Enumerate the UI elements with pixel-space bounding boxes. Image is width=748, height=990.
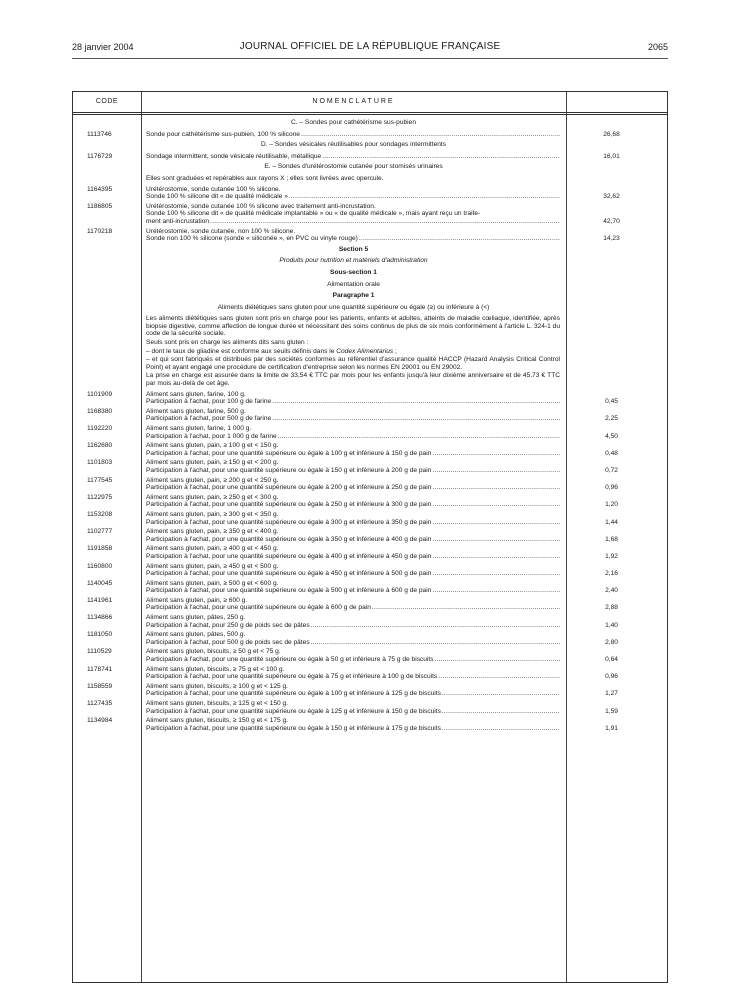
- item-price: 1,91: [605, 724, 618, 732]
- item-code: 1101803: [87, 459, 113, 467]
- table-row: [73, 228, 667, 243]
- description-text: Participation à l'achat, pour une quantité supérieure ou égale à 75 g et inférieure à 100 g de biscuits: [146, 673, 438, 681]
- item-code: 1177545: [87, 476, 113, 484]
- table-row: [73, 391, 667, 406]
- item-price: 1,20: [605, 501, 618, 509]
- header-double-rule: [73, 114, 667, 115]
- item-price: 1,44: [605, 518, 618, 526]
- item-description: [141, 614, 566, 629]
- item-price: 0,96: [605, 673, 618, 681]
- explanatory-paragraph: – et qui sont fabriqués et distribués par des sociétés conformes au référentiel d'assurance qualité HACCP (Hazard Analysis Critical Control Point) et ayant engagé une procédure de certification d'entreprise selon les normes EN 29001 ou EN 29002.: [146, 356, 560, 371]
- description-line: Aliment sans gluten, farine, 1 000 g.: [146, 425, 252, 432]
- section-heading: E. – Sondes d'urétérostomie cutanée pour stomisés urinaires: [264, 163, 443, 171]
- item-price: 1,27: [605, 690, 618, 698]
- description-line: [146, 467, 560, 475]
- description-line: [146, 604, 560, 612]
- description-line: [146, 415, 560, 423]
- leader-dots: [301, 131, 560, 139]
- section-heading: Alimentation orale: [327, 280, 380, 288]
- description-line: Aliment sans gluten, pâtes, 500 g.: [146, 631, 246, 639]
- nomenclature-table: [72, 91, 668, 983]
- item-description: [141, 563, 566, 578]
- item-price: 0,64: [605, 656, 618, 664]
- description-text: Participation à l'achat, pour 500 g de farine: [146, 415, 272, 423]
- description-text: Participation à l'achat, pour une quantité supérieure ou égale à 100 g et inférieure à 125 g de biscuits: [146, 690, 441, 698]
- section-heading: C. – Sondes pour cathétérisme sus-pubien: [291, 119, 416, 126]
- description-line: Aliment sans gluten, biscuits, ≥ 100 g et < 125 g.: [146, 682, 288, 690]
- table-row: [73, 597, 667, 612]
- description-text: Participation à l'achat, pour une quantité supérieure ou égale à 300 g et inférieure à 350 g de pain: [146, 518, 432, 526]
- description-line: Urétérostomie, sonde cutanée, non 100 % silicone.: [146, 227, 296, 235]
- explanatory-paragraph: La prise en charge est assurée dans la limite de 33,54 € TTC par mois pour les enfants jusqu'à leur dixième anniversaire et de 45,73 € TTC par mois au-delà de cet âge.: [146, 372, 560, 388]
- item-description: [141, 666, 566, 681]
- description-line: [146, 553, 560, 561]
- item-description: [141, 425, 566, 440]
- item-description: [141, 717, 566, 732]
- item-description: [141, 186, 566, 201]
- item-description: [141, 228, 566, 243]
- leader-dots: [442, 708, 560, 716]
- item-code: 1168380: [87, 407, 113, 415]
- explanatory-paragraph: Les aliments diététiques sans gluten sont pris en charge pour les patients, enfants et adultes, atteints de maladie cœliaque, identifiée, après biopsie digestive, comme affection de longue durée et nécessitant des soins continus de plus de six mois conformément à l'article L. 324-1 du code de la sécurité sociale.: [146, 315, 560, 338]
- item-description: [141, 203, 566, 226]
- item-code: 1134866: [87, 614, 113, 622]
- item-code: 1186805: [87, 202, 113, 210]
- description-line: Aliment sans gluten, biscuits, ≥ 150 g et < 175 g.: [146, 717, 288, 725]
- item-code: 1158559: [87, 682, 113, 690]
- item-code: 1140045: [87, 579, 113, 587]
- description-text: ment anti-incrustation: [146, 217, 210, 225]
- description-line: Aliment sans gluten, pain, ≥ 100 g et < 150 g.: [146, 442, 279, 450]
- leader-dots: [432, 587, 560, 595]
- description-line: [146, 656, 560, 664]
- item-code: 1178741: [87, 665, 113, 673]
- description-line: [146, 570, 560, 578]
- leader-dots: [432, 450, 560, 458]
- item-price: 2,88: [605, 604, 618, 612]
- table-header: [73, 92, 667, 113]
- item-code: 1141961: [87, 596, 113, 604]
- item-price: 0,72: [605, 466, 618, 474]
- leader-dots: [289, 193, 560, 201]
- description-line: [146, 218, 560, 226]
- item-price: 2,80: [605, 638, 618, 646]
- item-price: 26,68: [603, 130, 620, 138]
- item-code: 1134984: [87, 717, 113, 725]
- table-row: [73, 477, 667, 492]
- leader-dots: [372, 604, 560, 612]
- header-date: 28 janvier 2004: [72, 42, 134, 52]
- item-code: 1153208: [87, 510, 113, 518]
- description-text: Participation à l'achat, pour une quantité supérieure ou égale à 100 g et inférieure à 150 g de pain: [146, 449, 432, 457]
- description-text: Participation à l'achat, pour une quantité supérieure ou égale à 50 g et inférieure à 75 g de biscuits: [146, 656, 434, 664]
- leader-dots: [311, 622, 560, 630]
- table-row: [73, 648, 667, 663]
- table-body: [73, 116, 667, 982]
- item-description: [141, 528, 566, 543]
- item-code: 1176729: [87, 152, 113, 160]
- header-page-number: 2065: [647, 42, 668, 52]
- item-description: [141, 459, 566, 474]
- description-text: Sonde pour cathétérisme sus-pubien, 100 % silicone: [146, 130, 300, 138]
- table-row: [73, 717, 667, 732]
- section-heading: D. – Sondes vésicales réutilisables pour sondages intermittents: [260, 141, 447, 149]
- explanatory-paragraph: Seuls sont pris en charge les aliments dits sans gluten :: [146, 339, 309, 347]
- item-code: 1162680: [87, 442, 113, 450]
- description-line: Aliment sans gluten, pâtes, 250 g.: [146, 614, 246, 622]
- description-text: Sonde non 100 % silicone (sonde « siliconée », en PVC ou vinyle rouge): [146, 235, 358, 243]
- item-price: 1,40: [605, 621, 618, 629]
- leader-dots: [272, 398, 560, 406]
- description-line: [146, 519, 560, 527]
- item-price: 0,48: [605, 449, 618, 457]
- description-text: Participation à l'achat, pour une quantité supérieure ou égale à 125 g et inférieure à 150 g de biscuits: [146, 707, 441, 715]
- item-description: [141, 580, 566, 595]
- item-code: 1191858: [87, 545, 113, 553]
- header-title: JOURNAL OFFICIEL DE LA RÉPUBLIQUE FRANÇAISE: [239, 41, 501, 52]
- description-line: [146, 131, 560, 139]
- description-line: [146, 639, 560, 647]
- description-line: [146, 725, 560, 733]
- section-note: Elles sont graduées et repérables aux rayons X ; elles sont livrées avec opercule.: [146, 174, 384, 182]
- item-code: 1192220: [87, 425, 113, 432]
- description-line: [146, 398, 560, 406]
- column-header-nomenclature: NOMENCLATURE: [312, 98, 395, 105]
- description-text: Participation à l'achat, pour 250 g de poids sec de pâtes: [146, 621, 310, 629]
- section-heading: Produits pour nutrition et matériels d'administration: [279, 257, 428, 265]
- description-text: Sondage intermittent, sonde vésicale réutilisable, métallique: [146, 152, 322, 160]
- item-price: 32,62: [603, 193, 620, 201]
- description-line: Aliment sans gluten, farine, 500 g.: [146, 407, 246, 415]
- description-line: Urétérostomie, sonde cutanée 100 % silicone avec traitement anti-incrustation.: [146, 202, 376, 210]
- table-row: [73, 563, 667, 578]
- table-row: [73, 614, 667, 629]
- table-row: [73, 442, 667, 457]
- section-heading: Aliments diététiques sans gluten pour une quantité supérieure ou égale (≥) ou inférieure à (<): [217, 303, 490, 311]
- description-line: Aliment sans gluten, pain, ≥ 450 g et < 500 g.: [146, 562, 279, 570]
- item-description: [141, 700, 566, 715]
- item-code: 1170218: [87, 227, 113, 235]
- description-line: [146, 536, 560, 544]
- leader-dots: [438, 673, 560, 681]
- table-row: [73, 631, 667, 646]
- description-text: Sonde 100 % silicone dit « de qualité médicale »: [146, 193, 288, 201]
- leader-dots: [432, 467, 560, 475]
- description-text: Participation à l'achat, pour une quantité supérieure ou égale à 400 g et inférieure à 450 g de pain: [146, 552, 432, 560]
- description-line: [146, 673, 560, 681]
- description-line: Aliment sans gluten, pain, ≥ 350 g et < 400 g.: [146, 528, 279, 536]
- table-row: [73, 700, 667, 715]
- item-description: [141, 391, 566, 406]
- description-line: Aliment sans gluten, pain, ≥ 600 g.: [146, 596, 248, 604]
- table-row: [73, 545, 667, 560]
- item-description: [141, 477, 566, 492]
- table-row: [73, 153, 667, 161]
- item-code: 1164395: [87, 185, 113, 193]
- item-price: 16,01: [603, 152, 620, 160]
- description-line: [146, 501, 560, 509]
- item-price: 1,59: [605, 707, 618, 715]
- leader-dots: [442, 690, 560, 698]
- leader-dots: [311, 639, 560, 647]
- explanatory-paragraph: – dont le taux de gliadine est conforme aux seuils définis dans le Codex Alimentarius ;: [146, 347, 397, 355]
- section-heading: Paragraphe 1: [332, 292, 375, 300]
- table-row: [73, 186, 667, 201]
- description-text: Participation à l'achat, pour une quantité supérieure ou égale à 350 g et inférieure à 400 g de pain: [146, 535, 432, 543]
- item-price: 2,40: [605, 587, 618, 595]
- page-header: [72, 42, 668, 56]
- column-header-code: CODE: [95, 98, 119, 105]
- item-code: 1181050: [87, 631, 113, 639]
- description-line: Urétérostomie, sonde cutanée 100 % silicone.: [146, 185, 281, 193]
- description-line: Aliment sans gluten, biscuits, ≥ 75 g et < 100 g.: [146, 665, 285, 673]
- table-row: [73, 425, 667, 440]
- description-line: [146, 484, 560, 492]
- description-line: [146, 587, 560, 595]
- leader-dots: [442, 725, 560, 733]
- leader-dots: [322, 153, 560, 161]
- leader-dots: [432, 553, 560, 561]
- description-text: Participation à l'achat, pour 100 g de farine: [146, 398, 272, 406]
- table-row: [73, 494, 667, 509]
- description-line: Aliment sans gluten, pain, ≥ 250 g et < 300 g.: [146, 493, 279, 501]
- description-text: Participation à l'achat, pour 500 g de poids sec de pâtes: [146, 638, 310, 646]
- item-price: 1,92: [605, 552, 618, 560]
- item-price: 2,25: [605, 415, 618, 423]
- table-row: [73, 683, 667, 698]
- item-code: 1113746: [87, 130, 112, 138]
- item-description: [141, 631, 566, 646]
- table-row: [73, 203, 667, 226]
- item-code: 1101909: [87, 390, 113, 398]
- item-description: [141, 153, 566, 161]
- description-line: [146, 622, 560, 630]
- description-line: [146, 708, 560, 716]
- description-line: Aliment sans gluten, biscuits, ≥ 50 g et < 75 g.: [146, 648, 281, 656]
- item-description: [141, 683, 566, 698]
- leader-dots: [435, 656, 560, 664]
- description-text: Participation à l'achat, pour une quantité supérieure ou égale à 250 g et inférieure à 300 g de pain: [146, 501, 432, 509]
- section-heading: Sous-section 1: [330, 268, 377, 276]
- item-description: [141, 408, 566, 423]
- table-row: [73, 131, 667, 139]
- item-code: 1127435: [87, 700, 113, 707]
- description-text: Participation à l'achat, pour 1 000 g de farine: [146, 432, 277, 440]
- description-line: Aliment sans gluten, pain, ≥ 300 g et < 350 g.: [146, 510, 279, 518]
- leader-dots: [432, 536, 560, 544]
- description-line: Aliment sans gluten, farine, 100 g.: [146, 390, 246, 398]
- description-line: Aliment sans gluten, pain, ≥ 500 g et < 600 g.: [146, 579, 279, 587]
- item-description: [141, 545, 566, 560]
- description-text: Participation à l'achat, pour une quantité supérieure ou égale à 150 g et inférieure à 175 g de biscuits: [146, 724, 441, 732]
- item-description: [141, 511, 566, 526]
- description-line: [146, 235, 560, 243]
- item-description: [141, 597, 566, 612]
- description-line: Aliment sans gluten, pain, ≥ 400 g et < 450 g.: [146, 545, 279, 553]
- section-heading: Section 5: [338, 245, 369, 253]
- description-text: Participation à l'achat, pour une quantité supérieure ou égale à 200 g et inférieure à 250 g de pain: [146, 484, 432, 492]
- table-row: [73, 459, 667, 474]
- leader-dots: [278, 433, 560, 441]
- item-code: 1122975: [87, 493, 113, 501]
- item-description: [141, 131, 566, 139]
- item-description: [141, 648, 566, 663]
- item-price: 0,45: [605, 398, 618, 406]
- item-code: 1110529: [87, 648, 112, 656]
- description-text: Participation à l'achat, pour une quantité supérieure ou égale à 600 g de pain: [146, 604, 371, 612]
- description-line: Aliment sans gluten, pain, ≥ 200 g et < 250 g.: [146, 476, 279, 484]
- table-row: [73, 511, 667, 526]
- description-line: Aliment sans gluten, biscuits, ≥ 125 g et < 150 g.: [146, 700, 288, 707]
- item-price: 4,50: [605, 432, 618, 440]
- leader-dots: [432, 519, 560, 527]
- table-row: [73, 408, 667, 423]
- description-line: [146, 153, 560, 161]
- table-row: [73, 580, 667, 595]
- item-price: 2,16: [605, 570, 618, 578]
- item-description: [141, 442, 566, 457]
- leader-dots: [359, 235, 560, 243]
- item-price: 0,96: [605, 484, 618, 492]
- item-price: 14,23: [603, 235, 620, 243]
- leader-dots: [210, 218, 560, 226]
- description-line: Aliment sans gluten, pain, ≥ 150 g et < 200 g.: [146, 459, 279, 467]
- description-line: [146, 450, 560, 458]
- description-line: Sonde 100 % silicone dit « de qualité médicale implantable » ou « de qualité médicale », mais ayant reçu un traite-: [146, 210, 481, 218]
- leader-dots: [432, 501, 560, 509]
- leader-dots: [432, 570, 560, 578]
- item-price: 1,68: [605, 535, 618, 543]
- header-rule: [72, 58, 668, 59]
- description-text: Participation à l'achat, pour une quantité supérieure ou égale à 500 g et inférieure à 600 g de pain: [146, 587, 432, 595]
- description-text: Participation à l'achat, pour une quantité supérieure ou égale à 150 g et inférieure à 200 g de pain: [146, 466, 432, 474]
- item-price: 42,70: [603, 217, 620, 225]
- leader-dots: [432, 484, 560, 492]
- table-row: [73, 528, 667, 543]
- description-text: Participation à l'achat, pour une quantité supérieure ou égale à 450 g et inférieure à 500 g de pain: [146, 570, 432, 578]
- description-line: [146, 433, 560, 441]
- item-code: 1102777: [87, 528, 113, 536]
- explanatory-text: [73, 315, 667, 387]
- table-row: [73, 666, 667, 681]
- item-code: 1160800: [87, 562, 113, 570]
- leader-dots: [272, 415, 560, 423]
- description-line: [146, 690, 560, 698]
- item-description: [141, 494, 566, 509]
- description-line: [146, 193, 560, 201]
